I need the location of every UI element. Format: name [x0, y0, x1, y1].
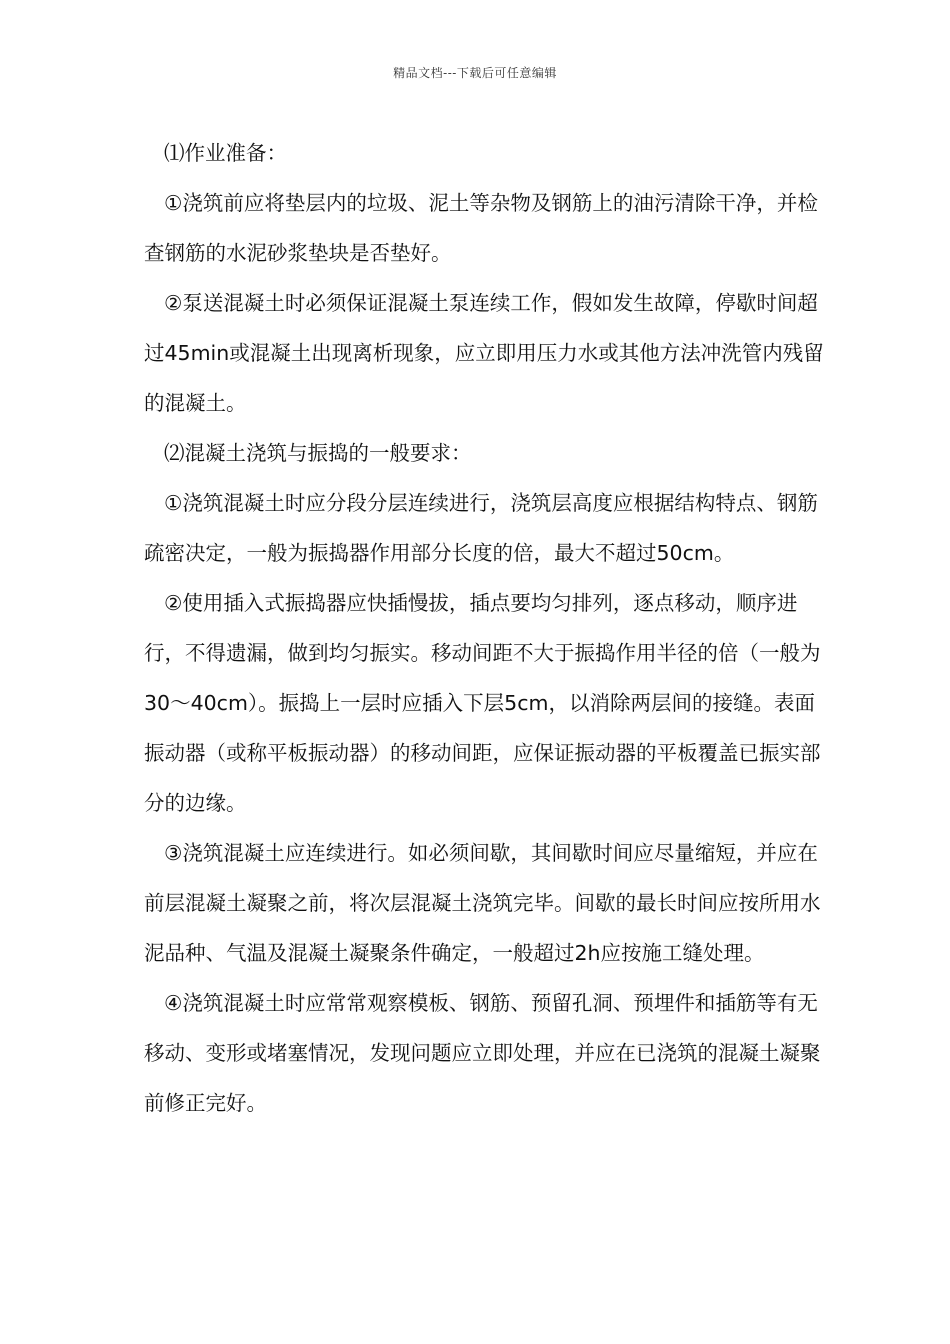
paragraph-cleaning: ①浇筑前应将垫层内的垃圾、泥土等杂物及钢筋上的油污清除干净，并检查钢筋的水泥砂浆垫块是否垫好。 — [144, 191, 818, 265]
section-heading-work-preparation: ⑴作业准备： — [164, 141, 287, 165]
section-heading-pouring-vibration: ⑵混凝土浇筑与振捣的一般要求： — [164, 441, 472, 465]
paragraph-pumping: ②泵送混凝土时必须保证混凝土泵连续工作，假如发生故障，停歇时间超过45min或混凝土出现离析现象，应立即用压力水或其他方法冲洗管内残留的混凝土。 — [144, 291, 824, 415]
paragraph-layered-pouring: ①浇筑混凝土时应分段分层连续进行，浇筑层高度应根据结构特点、钢筋疏密决定，一般为振捣器作用部分长度的倍，最大不超过50cm。 — [144, 491, 818, 565]
paragraph-continuous-pouring: ③浇筑混凝土应连续进行。如必须间歇，其间歇时间应尽量缩短，并应在前层混凝土凝聚之前，将次层混凝土浇筑完毕。间歇的最长时间应按所用水泥品种、气温及混凝土凝聚条件确定，一般超过2h应按施工缝处理。 — [144, 841, 821, 965]
paragraph-vibrator-usage: ②使用插入式振捣器应快插慢拔，插点要均匀排列，逐点移动，顺序进行，不得遗漏，做到均匀振实。移动间距不大于振捣作用半径的倍（一般为30～40cm）。振捣上一层时应插入下层5cm，以消除两层间的接缝。表面振动器（或称平板振动器）的移动间距，应保证振动器的平板覆盖已振实部分的边缘。 — [144, 591, 821, 815]
paragraph-inspection: ④浇筑混凝土时应常常观察模板、钢筋、预留孔洞、预埋件和插筋等有无移动、变形或堵塞情况，发现问题应立即处理，并应在已浇筑的混凝土凝聚前修正完好。 — [144, 991, 821, 1115]
document-body — [144, 128, 824, 1128]
page-header: 精品文档---下载后可任意编辑 — [393, 66, 557, 80]
